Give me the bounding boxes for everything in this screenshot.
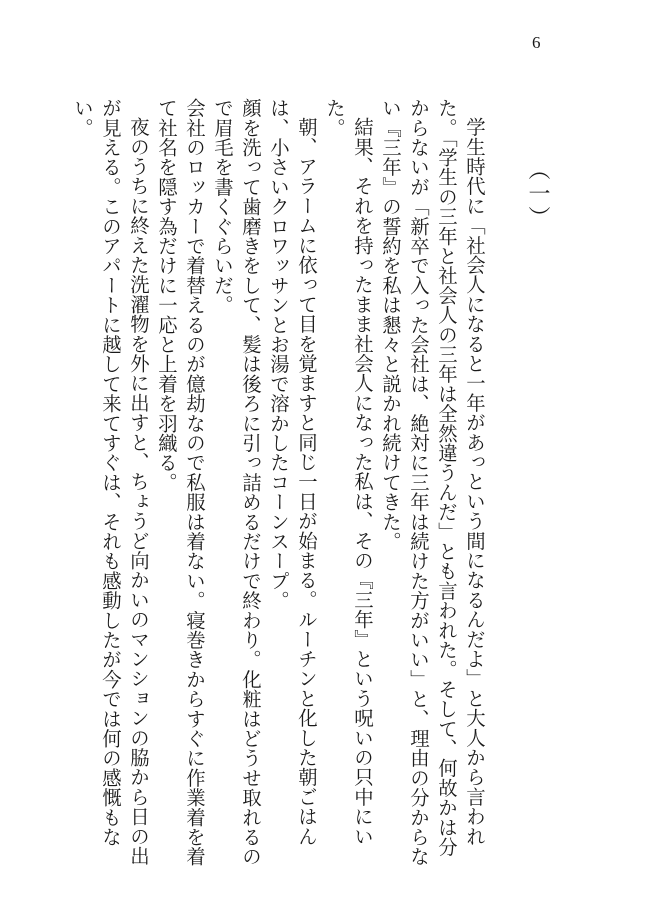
chapter-heading: （一） — [525, 158, 550, 230]
paragraph: 会社のロッカーで着替えるのが億劫なので私服は着ない。寝巻きからすぐに作業着を着て社名を隠す為だけに一応と上着を羽織る。 — [155, 98, 206, 867]
body-text — [71, 98, 488, 868]
paragraph: 結果、それを持ったまま社会人になった私は、その『三年』という呪いの只中にいた。 — [323, 98, 374, 847]
paragraph: 顔を洗って歯磨きをして、髪は後ろに引っ詰めるだけで終わり。化粧はどうせ取れるので眉毛を書くぐらいだ。 — [211, 98, 262, 867]
paragraph: 朝、アラームに依って目を覚ますと同じ一日が始まる。ルーチンと化した朝ごはんは、小さいクロワッサンとお湯で溶かしたコーンスープ。 — [267, 98, 318, 847]
paragraph: 夜のうちに終えた洗濯物を外に出すと、ちょうど向かいのマンションの脇から日の出が見える。このアパートに越して来てすぐは、それも感動したが今では何の感慨もない。 — [71, 98, 150, 866]
paragraph: 学生時代に「社会人になると一年があっという間になるんだよ」と大人から言われた。「学生の三年と社会人の三年は全然違うんだ」とも言われた。そして、何故かは分からないが「新卒で入った会社は、絶対に三年は続けた方がいい」と、理由の分からない『三年』の誓約を私は懇々と説かれ続けてきた。 — [379, 98, 486, 867]
page-number: 6 — [532, 33, 541, 52]
